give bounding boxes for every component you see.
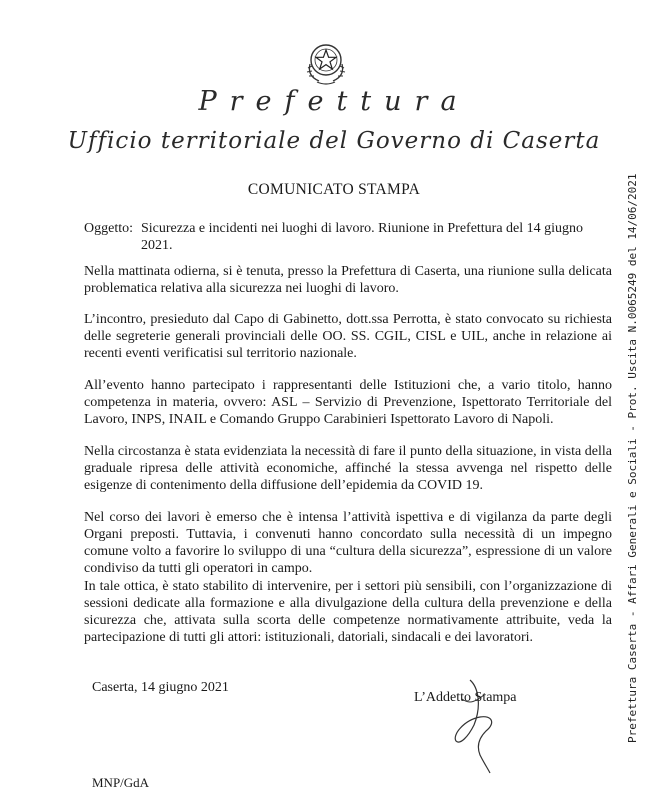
- paragraph-1: Nella mattinata odierna, si è tenuta, presso la Prefettura di Caserta, una riunione sulla delicata problematica relativa alla sicurezza nei luoghi di lavoro.: [84, 264, 612, 296]
- paragraph-6: In tale ottica, è stato stabilito di intervenire, per i settori più sensibili, con l’organizzazione di sessioni dedicate alla formazione e alla divulgazione della cultura della prevenzione e della sicurezza che, attivata sulla scorta delle competenze normativamente attribuite, veda la partecipazione di tutti gli attori: istituzionali, datoriali, sindacali e dei lavoratori.: [84, 579, 612, 645]
- paragraph-3: All’evento hanno partecipato i rappresentanti delle Istituzioni che, a vario titolo, hanno competenza in materia, ovvero: ASL – Servizio di Prevenzione, Ispettorato Territoriale del Lavoro, INPS, INAIL e Comando Gruppo Carabinieri Ispettorato Lavoro di Napoli.: [84, 378, 612, 427]
- italian-republic-emblem-icon: [301, 36, 351, 88]
- subject-label: Oggetto:: [84, 221, 133, 236]
- header-office-name: Ufficio territoriale del Governo di Caserta: [67, 128, 601, 154]
- signature-title: L’Addetto Stampa: [414, 690, 517, 705]
- place-date: Caserta, 14 giugno 2021: [92, 680, 229, 695]
- document-initials: MNP/GdA: [92, 775, 150, 790]
- paragraph-2: L’incontro, presieduto dal Capo di Gabinetto, dott.ssa Perrotta, è stato convocato su richiesta delle segreterie generali provinciali delle OO. SS. CGIL, CISL e UIL, anche in relazione ai recenti eventi verificatisi sul territorio nazionale.: [84, 312, 612, 361]
- paragraph-5: Nel corso dei lavori è emerso che è intensa l’attività ispettiva e di vigilanza da parte degli Organi preposti. Tuttavia, i convenuti hanno concordato sulla necessità di un impegno comune volto a favorire lo sviluppo di una “cultura della sicurezza”, espressione di un valore condiviso da tutti gli operatori in campo.: [84, 510, 612, 576]
- paragraph-4: Nella circostanza è stata evidenziata la necessità di fare il punto della situazione, in vista della graduale ripresa delle attività economiche, affinché la stessa avvenga nel rispetto delle esigenze di contenimento della diffusione dell’epidemia da COVID 19.: [84, 444, 612, 493]
- header-prefettura: Prefettura: [198, 86, 470, 117]
- page-title: COMUNICATO STAMPA: [247, 181, 421, 198]
- protocol-stamp: Prefettura Caserta - Affari Generali e Sociali - Prot. Uscita N.0065249 del 14/06/2021: [626, 173, 639, 743]
- subject-text: Sicurezza e incidenti nei luoghi di lavoro. Riunione in Prefettura del 14 giugno 2021.: [141, 221, 584, 253]
